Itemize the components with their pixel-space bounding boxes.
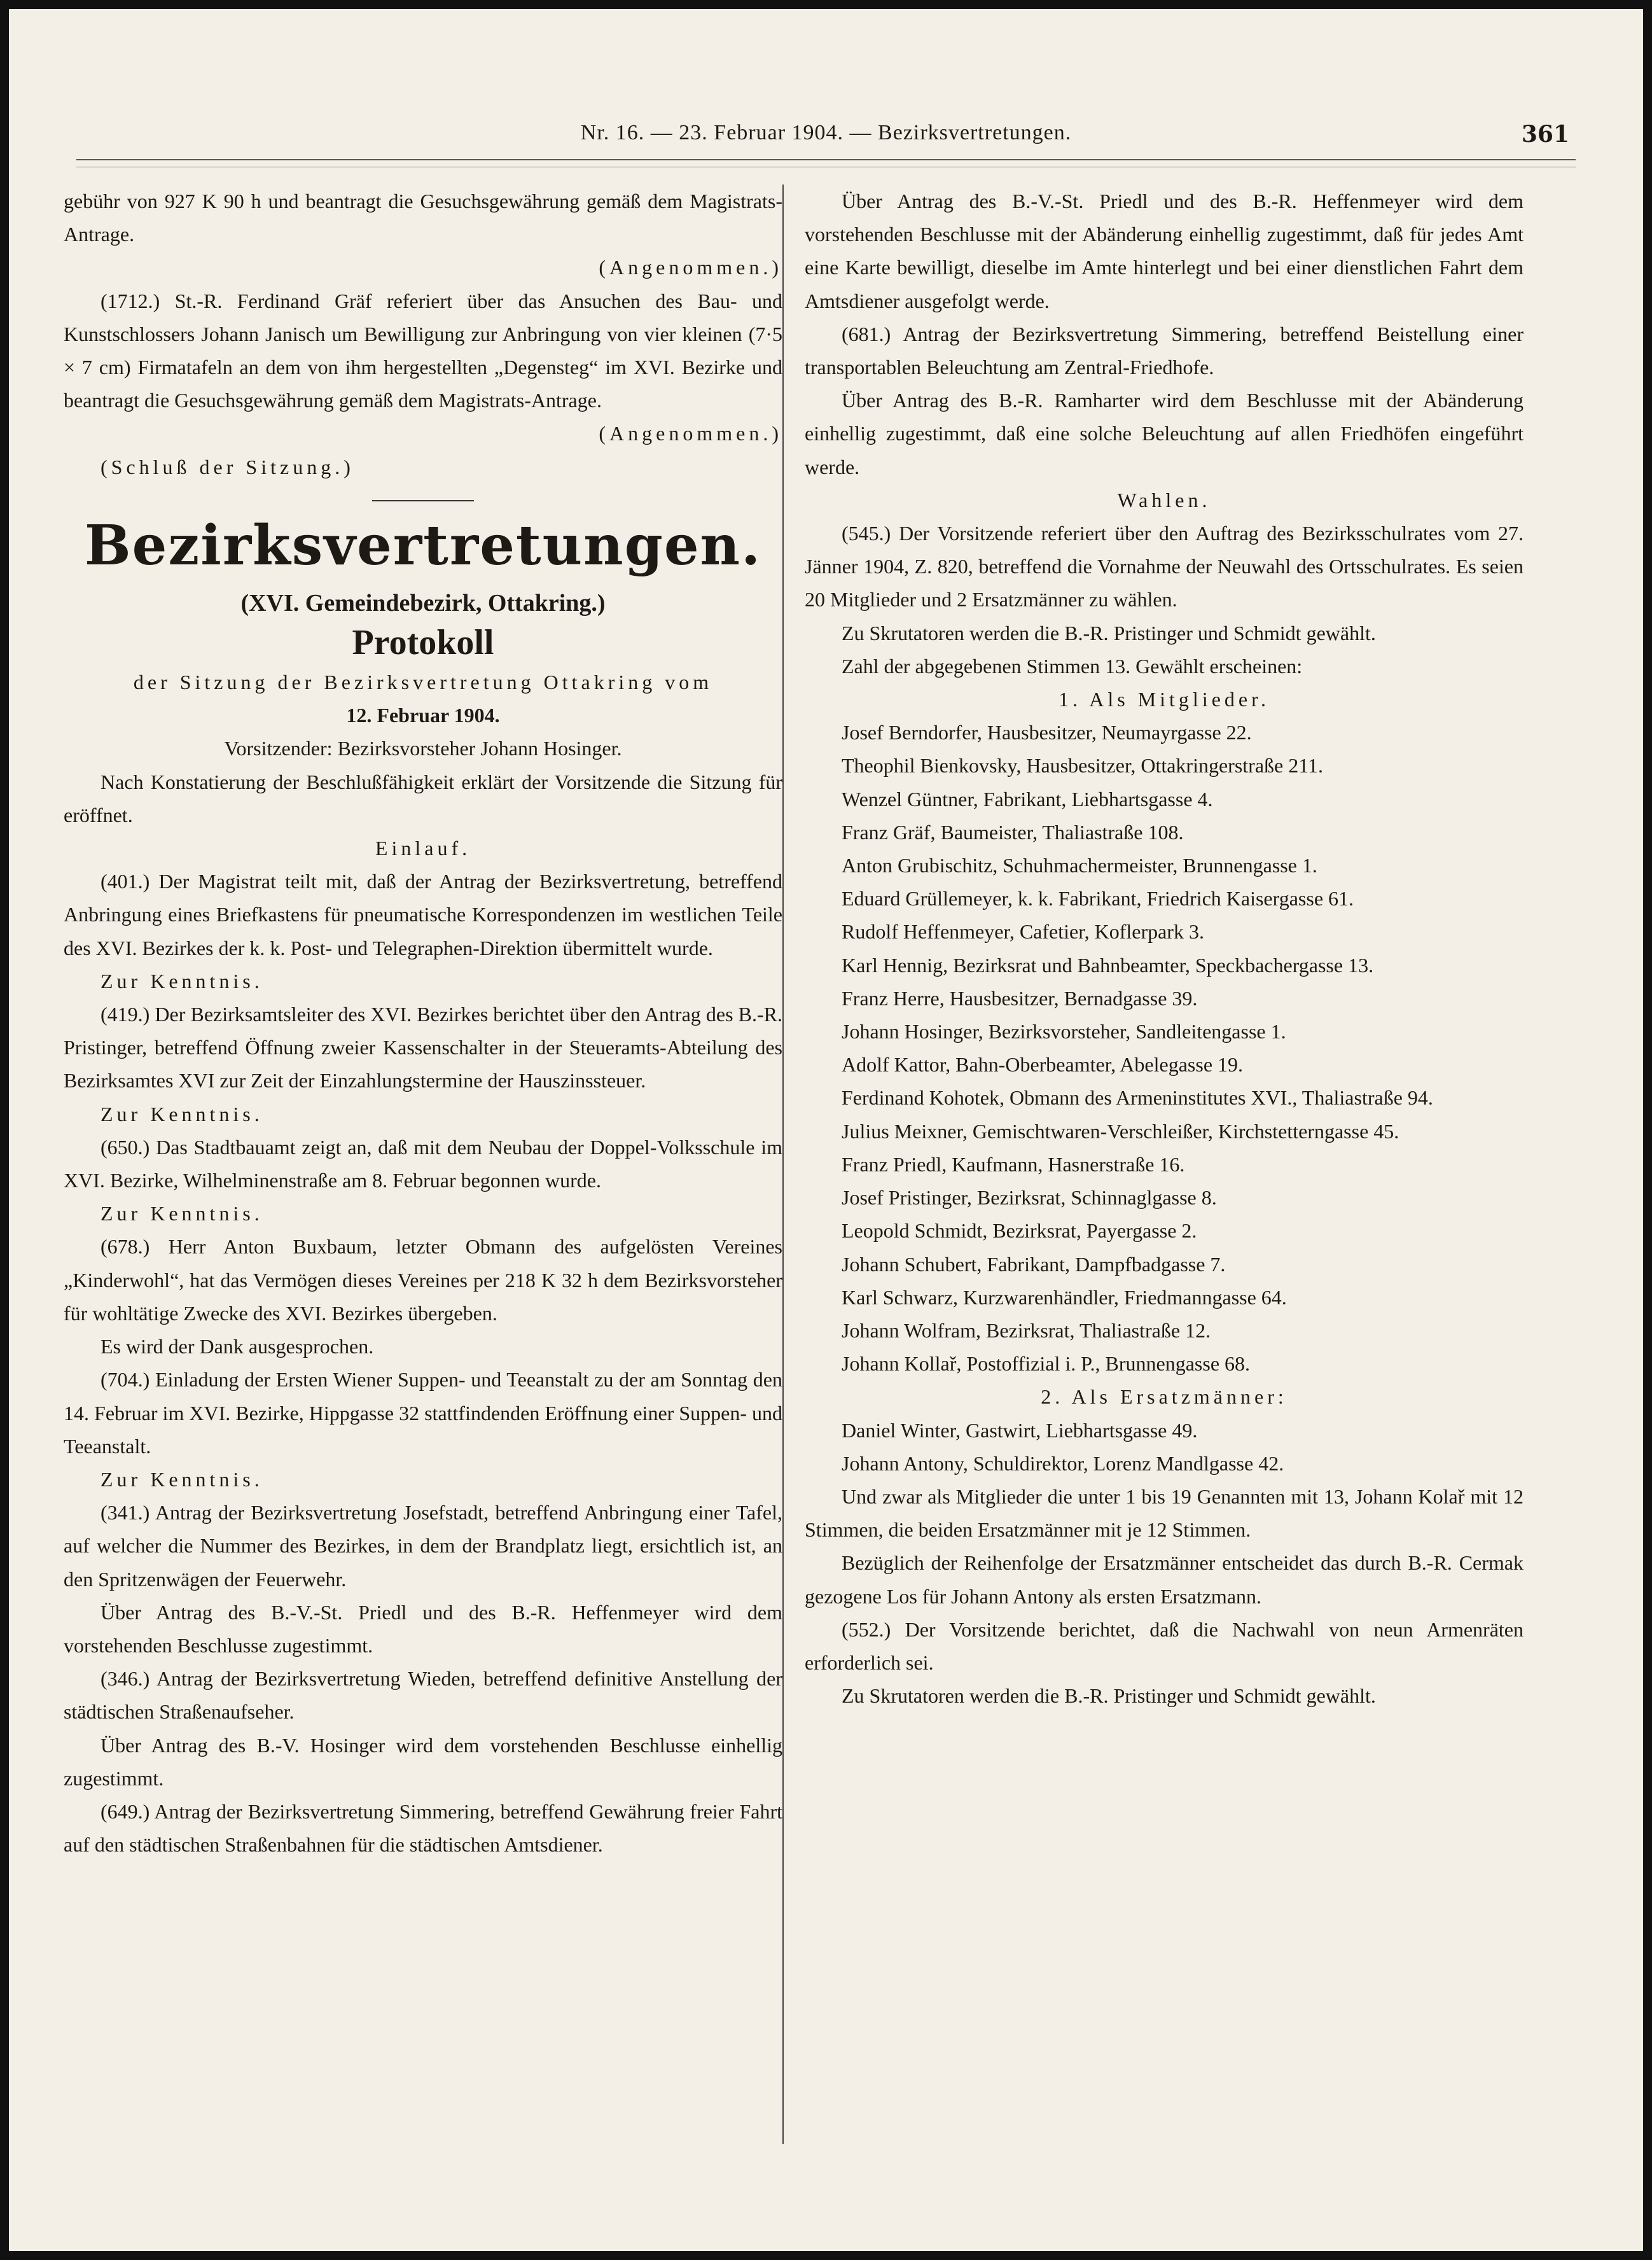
paragraph: (552.) Der Vorsitzende berichtet, daß die Nachwahl von neun Armenräten erforderlich sei. [805, 1617, 1524, 1674]
members-title: 1. Als Mitglieder. [1059, 688, 1270, 711]
list-item: Franz Priedl, Kaufmann, Hasnerstraße 16. [842, 1152, 1185, 1176]
list-item: Karl Hennig, Bezirksrat und Bahnbeamter, Speckbachergasse 13. [842, 953, 1374, 977]
session-line: der Sitzung der Bezirksvertretung Ottakring vom [133, 671, 713, 694]
paragraph: Zu Skrutatoren werden die B.-R. Pristinger und Schmidt gewählt. [842, 621, 1376, 645]
paragraph: Es wird der Dank ausgesprochen. [101, 1335, 374, 1358]
list-item: Rudolf Heffenmeyer, Cafetier, Koflerpark 3. [842, 920, 1204, 944]
resolution: Zur Kenntnis. [101, 1467, 263, 1491]
members-list [805, 716, 1524, 1380]
result-note: (Angenommen.) [599, 256, 782, 279]
paragraph: Und zwar als Mitglieder die unter 1 bis 19 Genannten mit 13, Johann Kolař mit 12 Stimmen, die beiden Ersatzmänner mit je 12 Stimmen. [805, 1484, 1524, 1542]
subs-title: 2. Als Ersatzmänner: [1041, 1385, 1288, 1409]
paragraph: (649.) Antrag der Bezirksvertretung Simmering, betreffend Gewährung freier Fahrt auf den städtischen Straßenbahnen für die städtischen Amtsdiener. [64, 1799, 782, 1857]
list-item: Franz Herre, Hausbesitzer, Bernadgasse 39. [842, 986, 1198, 1010]
paragraph: Über Antrag des B.-V.-St. Priedl und des B.-R. Heffenmeyer wird dem vorstehenden Beschlusse mit der Abänderung einhellig zugestimmt, daß für jedes Amt eine Karte bewilligt, dieselbe im Amte hinterlegt und bei einer dienstlichen Fahrt dem Amtsdiener ausgefolgt werde. [805, 190, 1524, 312]
header-rule [76, 159, 1576, 167]
paragraph: (545.) Der Vorsitzende referiert über den Auftrag des Bezirksschulrates vom 27. Jänner 1904, Z. 820, betreffend die Vornahme der Neuwahl des Ortsschulrates. Es seien 20 Mitglieder und 2 Ersatzmänner zu wählen. [805, 522, 1524, 611]
section-rule [372, 500, 474, 501]
list-item: Anton Grubischitz, Schuhmachermeister, Brunnengasse 1. [842, 854, 1317, 877]
paragraph: Bezüglich der Reihenfolge der Ersatzmänner entscheidet das durch B.-R. Cermak gezogene Los für Johann Antony als ersten Ersatzmann. [805, 1551, 1524, 1608]
list-item: Theophil Bienkovsky, Hausbesitzer, Ottakringerstraße 211. [842, 754, 1324, 778]
resolution: Zur Kenntnis. [101, 1202, 263, 1225]
paragraph: (1712.) St.-R. Ferdinand Gräf referiert über das Ansuchen des Bau- und Kunstschlossers Johann Janisch um Bewilligung zur Anbringung von vier kleinen (7·5 × 7 cm) Firmatafeln an dem von ihm hergestellten „Degensteg“ im XVI. Bezirke und beantragt die Gesuchsgewährung gemäß dem Magistrats-Antrage. [64, 289, 782, 412]
chair-line: Vorsitzender: Bezirksvorsteher Johann Hosinger. [224, 737, 622, 760]
paragraph: (419.) Der Bezirksamtsleiter des XVI. Bezirkes berichtet über den Antrag des B.-R. Pristinger, betreffend Öffnung zweier Kassenschalter in der Steueramts-Abteilung des Bezirksamtes XVI zur Zeit der Einzahlungstermine der Hauszinssteuer. [64, 1003, 782, 1092]
column-divider [782, 185, 784, 2144]
paragraph: (704.) Einladung der Ersten Wiener Suppen- und Teeanstalt zu der am Sonntag den 14. Februar im XVI. Bezirke, Hippgasse 32 stattfindenden Eröffnung einer Suppen- und Teeanstalt. [64, 1368, 782, 1458]
list-item: Daniel Winter, Gastwirt, Liebhartsgasse 49. [842, 1418, 1198, 1442]
paragraph: (401.) Der Magistrat teilt mit, daß der Antrag der Bezirksvertretung, betreffend Anbringung eines Briefkastens für pneumatische Korrespondenzen im westlichen Teile des XVI. Bezirkes der k. k. Post- und Telegraphen-Direktion übermittelt wurde. [64, 870, 782, 959]
paragraph: (650.) Das Stadtbauamt zeigt an, daß mit dem Neubau der Doppel-Volksschule im XVI. Bezirke, Wilhelminenstraße am 8. Februar begonnen wurde. [64, 1135, 782, 1192]
list-item: Josef Pristinger, Bezirksrat, Schinnaglgasse 8. [842, 1186, 1217, 1210]
list-item: Julius Meixner, Gemischtwaren-Verschleißer, Kirchstetterngasse 45. [842, 1119, 1399, 1143]
list-item: Johann Wolfram, Bezirksrat, Thaliastraße 12. [842, 1318, 1211, 1342]
running-header [76, 121, 1576, 159]
list-item: Johann Hosinger, Bezirksvorsteher, Sandleitengasse 1. [842, 1020, 1286, 1043]
paragraph: Zahl der abgegebenen Stimmen 13. Gewählt erscheinen: [842, 654, 1303, 678]
paragraph: Über Antrag des B.-V. Hosinger wird dem vorstehenden Beschlusse einhellig zugestimmt. [64, 1733, 782, 1790]
list-item: Johann Antony, Schuldirektor, Lorenz Mandlgasse 42. [842, 1451, 1284, 1475]
page-number: 361 [1521, 121, 1569, 148]
list-item: Wenzel Güntner, Fabrikant, Liebhartsgasse 4. [842, 787, 1213, 811]
list-item: Josef Berndorfer, Hausbesitzer, Neumayrgasse 22. [842, 721, 1252, 744]
paragraph: gebühr von 927 K 90 h und beantragt die Gesuchsgewährung gemäß dem Magistrats-Antrage. [64, 190, 782, 246]
paragraph: Über Antrag des B.-R. Ramharter wird dem Beschlusse mit der Abänderung einhellig zugestimmt, daß eine solche Beleuchtung auf allen Friedhöfen eingeführt werde. [805, 389, 1524, 478]
session-end: (Schluß der Sitzung.) [101, 455, 354, 478]
right-column [805, 185, 1524, 1712]
resolution: Zur Kenntnis. [101, 1102, 263, 1126]
left-column [64, 185, 782, 1861]
paragraph: Über Antrag des B.-V.-St. Priedl und des B.-R. Heffenmeyer wird dem vorstehenden Beschlusse zugestimmt. [64, 1600, 782, 1657]
list-item: Franz Gräf, Baumeister, Thaliastraße 108. [842, 820, 1184, 844]
paragraph: Zu Skrutatoren werden die B.-R. Pristinger und Schmidt gewählt. [842, 1684, 1376, 1708]
list-item: Ferdinand Kohotek, Obmann des Armeninstitutes XVI., Thaliastraße 94. [842, 1086, 1433, 1110]
resolution: Zur Kenntnis. [101, 969, 263, 993]
subs-list [805, 1414, 1524, 1480]
subsection-wahlen: Wahlen. [1117, 488, 1211, 512]
paragraph: (341.) Antrag der Bezirksvertretung Josefstadt, betreffend Anbringung einer Tafel, auf welcher die Nummer des Bezirkes, in dem der Brandplatz liegt, ersichtlich ist, an den Spritzenwägen der Feuerwehr. [64, 1501, 782, 1591]
list-item: Leopold Schmidt, Bezirksrat, Payergasse 2. [842, 1219, 1197, 1243]
protokoll-title: Protokoll [352, 623, 494, 663]
result-note: (Angenommen.) [599, 422, 782, 445]
list-item: Eduard Grüllemeyer, k. k. Fabrikant, Friedrich Kaisergasse 61. [842, 887, 1354, 910]
list-item: Karl Schwarz, Kurzwarenhändler, Friedmanngasse 64. [842, 1285, 1287, 1309]
paragraph: (678.) Herr Anton Buxbaum, letzter Obmann des aufgelösten Vereines „Kinderwohl“, hat das Vermögen dieses Vereines per 218 K 32 h dem Bezirksvorsteher für wohltätige Zwecke des XVI. Bezirkes übergeben. [64, 1235, 782, 1325]
section-heading: Bezirksvertretungen. [84, 513, 762, 578]
header-line: Nr. 16. — 23. Februar 1904. — Bezirksvertretungen. [580, 121, 1072, 144]
list-item: Adolf Kattor, Bahn-Oberbeamter, Abelegasse 19. [842, 1053, 1244, 1077]
district-subhead: (XVI. Gemeindebezirk, Ottakring.) [240, 589, 606, 617]
session-date: 12. Februar 1904. [346, 704, 500, 727]
paragraph: Nach Konstatierung der Beschlußfähigkeit erklärt der Vorsitzende die Sitzung für eröffnet. [64, 770, 782, 827]
list-item: Johann Kollař, Postoffizial i. P., Brunnengasse 68. [842, 1352, 1251, 1376]
paragraph: (681.) Antrag der Bezirksvertretung Simmering, betreffend Beistellung einer transportablen Beleuchtung am Zentral-Friedhofe. [805, 322, 1524, 379]
paragraph: (346.) Antrag der Bezirksvertretung Wieden, betreffend definitive Anstellung der städtischen Straßenaufseher. [64, 1667, 782, 1724]
list-item: Johann Schubert, Fabrikant, Dampfbadgasse 7. [842, 1252, 1226, 1276]
subsection-einlauf: Einlauf. [375, 837, 471, 860]
